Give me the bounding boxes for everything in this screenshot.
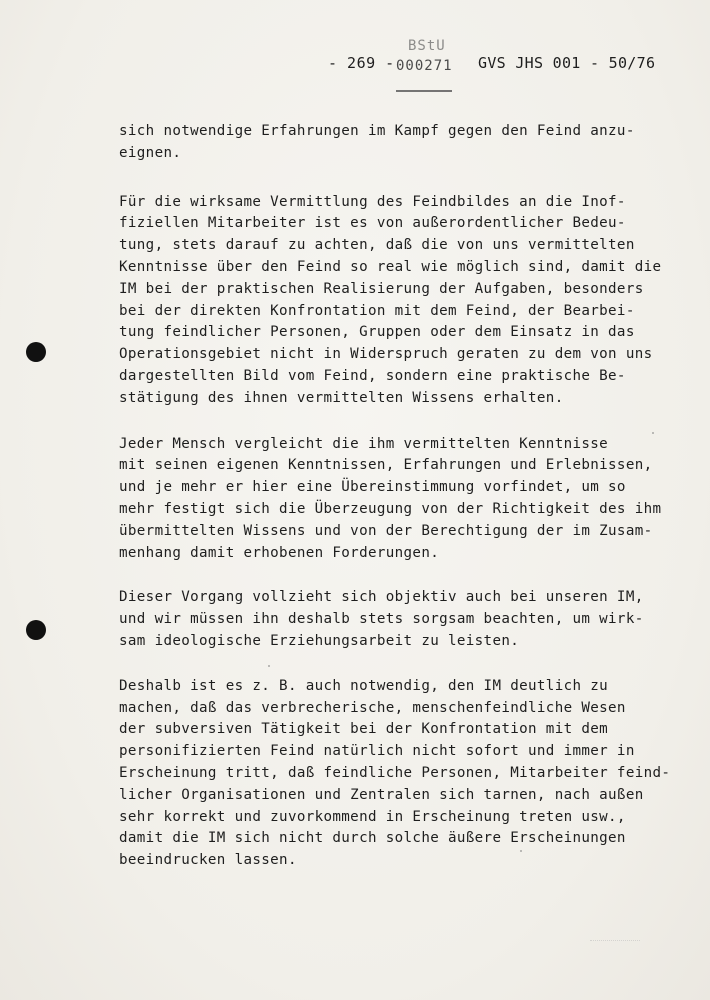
text-line: der subversiven Tätigkeit bei der Konfrontation mit dem — [119, 721, 609, 738]
text-line: fiziellen Mitarbeiter ist es von außerordentlicher Bedeu- — [119, 215, 626, 232]
archive-stamp — [392, 38, 462, 100]
text-line: personifizierten Feind natürlich nicht sofort und immer in — [119, 743, 635, 760]
text-line: Kenntnisse über den Feind so real wie möglich sind, damit die — [119, 258, 662, 275]
text-line: tung feindlicher Personen, Gruppen oder dem Einsatz in das — [119, 324, 635, 341]
text-line: licher Organisationen und Zentralen sich tarnen, nach außen — [119, 786, 644, 803]
paragraph-spacer — [119, 564, 689, 587]
text-line: beeindrucken lassen. — [119, 852, 297, 869]
text-line: stätigung des ihnen vermittelten Wissens erhalten. — [119, 389, 564, 406]
body-text — [119, 121, 689, 872]
text-line: Deshalb ist es z. B. auch notwendig, den IM deutlich zu — [119, 677, 609, 694]
paragraph-spacer — [119, 410, 689, 434]
text-line: sehr korrekt und zuvorkommend in Erscheinung treten usw., — [119, 808, 626, 825]
text-line: Erscheinung tritt, daß feindliche Personen, Mitarbeiter feind- — [119, 764, 671, 781]
ink-speck — [652, 432, 654, 434]
text-line: und wir müssen ihn deshalb stets sorgsam beachten, um wirk- — [119, 611, 644, 628]
ink-speck — [268, 665, 270, 667]
text-line: IM bei der praktischen Realisierung der Aufgaben, besonders — [119, 280, 644, 297]
text-line: damit die IM sich nicht durch solche äußere Erscheinungen — [119, 830, 626, 847]
page-number: - 269 - — [328, 54, 395, 72]
text-line: menhang damit erhobenen Forderungen. — [119, 544, 440, 561]
paragraph-spacer — [119, 165, 689, 192]
stamp-label: BStU — [408, 38, 446, 54]
text-line: mehr festigt sich die Überzeugung von der Richtigkeit des ihm — [119, 500, 662, 517]
ink-speck — [520, 850, 522, 852]
text-line: übermittelten Wissens und von der Berechtigung der im Zusam- — [119, 522, 653, 539]
text-line: Dieser Vorgang vollzieht sich objektiv auch bei unseren IM, — [119, 589, 644, 606]
punch-hole — [26, 620, 46, 640]
paragraph — [119, 676, 689, 872]
page-header — [0, 38, 710, 110]
text-line: sich notwendige Erfahrungen im Kampf gegen den Feind anzu- — [119, 123, 635, 139]
paragraph — [119, 587, 689, 652]
document-reference: GVS JHS 001 - 50/76 — [478, 54, 656, 72]
faint-mark — [590, 940, 640, 949]
punch-hole — [26, 342, 46, 362]
text-line: dargestellten Bild vom Feind, sondern eine praktische Be- — [119, 367, 626, 384]
paragraph — [119, 121, 689, 165]
text-line: Jeder Mensch vergleicht die ihm vermittelten Kenntnisse — [119, 435, 609, 452]
text-line: machen, daß das verbrecherische, menschenfeindliche Wesen — [119, 699, 626, 716]
text-line: Für die wirksame Vermittlung des Feindbildes an die Inof- — [119, 193, 626, 210]
text-line: mit seinen eigenen Kenntnissen, Erfahrungen und Erlebnissen, — [119, 457, 653, 474]
text-line: bei der direkten Konfrontation mit dem Feind, der Bearbei- — [119, 302, 635, 319]
stamp-underline — [396, 90, 452, 92]
text-line: sam ideologische Erziehungsarbeit zu leisten. — [119, 632, 520, 649]
stamp-number: 000271 — [396, 58, 453, 74]
paragraph — [119, 434, 689, 565]
text-line: und je mehr er hier eine Übereinstimmung vorfindet, um so — [119, 479, 626, 496]
text-line: eignen. — [119, 144, 182, 161]
text-line: Operationsgebiet nicht in Widerspruch geraten zu dem von uns — [119, 346, 653, 363]
paragraph — [119, 192, 689, 410]
paragraph-spacer — [119, 653, 689, 676]
text-line: tung, stets darauf zu achten, daß die von uns vermittelten — [119, 237, 635, 254]
